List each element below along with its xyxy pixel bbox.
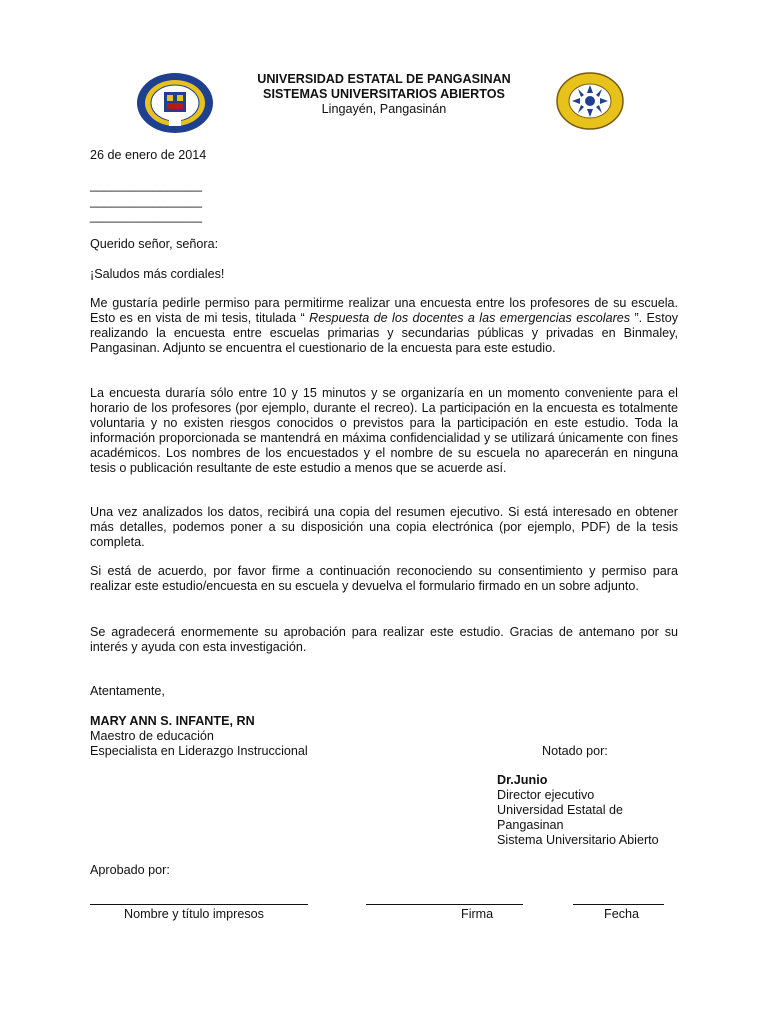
noted-title-1: Director ejecutivo	[497, 788, 595, 802]
location: Lingayén, Pangasinán	[321, 102, 447, 116]
paragraph-4: Si está de acuerdo, por favor firme a continuación reconociendo su consentimiento y permiso para realizar este estudio/encuesta en su escuela y devuelva el formulario firmado en un sobre adjunto.	[90, 564, 678, 593]
signature-line	[366, 904, 523, 905]
paragraph-2: La encuesta duraría sólo entre 10 y 15 minutos y se organizaría en un momento conveniente para el horario de los profesores (por ejemplo, durante el recreo). La participación en la encuesta es totalmente voluntaria y no existen riesgos conocidos o previstos para la participación en este estudio. Toda la información proporcionada se mantendrá en máxima confidencialidad y se utilizará únicamente con fines académicos. Los nombres de los encuestados y el nombre de su escuela no aparecerán en ninguna tesis o publicación resultante de este estudio a menos que se acuerde así.	[90, 386, 678, 475]
system-title: SISTEMAS UNIVERSITARIOS ABIERTOS	[263, 87, 505, 101]
address-line: ________________	[90, 194, 203, 208]
paragraph-3: Una vez analizados los datos, recibirá una copia del resumen ejecutivo. Si está interesado en obtener más detalles, podemos poner a su disposición una copia electrónica (por ejemplo, PDF) de la tesis completa.	[90, 505, 678, 549]
sender-title-1: Maestro de educación	[90, 729, 214, 743]
signature-caption: Firma	[461, 907, 494, 921]
date-caption: Fecha	[604, 907, 640, 921]
noted-name: Dr.Junio	[497, 773, 548, 787]
sender-name: MARY ANN S. INFANTE, RN	[90, 714, 255, 728]
paragraph-1-before: Me gustaría pedirle permiso para permitirme realizar una encuesta entre los profesores de su escuela. Esto es en vista de mi tesis, titulada “	[90, 296, 678, 325]
approved-label: Aprobado por:	[90, 863, 170, 877]
salutation: ¡Saludos más cordiales!	[90, 267, 225, 281]
university-title: UNIVERSIDAD ESTATAL DE PANGASINAN	[257, 72, 511, 86]
paragraph-5: Se agradecerá enormemente su aprobación para realizar este estudio. Gracias de antemano por su interés y ayuda con esta investigación.	[90, 625, 678, 654]
address-line: ________________	[90, 178, 203, 192]
thesis-title: Respuesta de los docentes a las emergencias escolares	[309, 311, 631, 325]
name-signature-line	[90, 904, 308, 905]
paragraph-1	[90, 296, 678, 356]
letter-date: 26 de enero de 2014	[90, 148, 207, 162]
noted-title-2: Universidad Estatal de	[497, 803, 624, 817]
noted-title-4: Sistema Universitario Abierto	[497, 833, 659, 847]
address-line: ________________	[90, 209, 203, 223]
name-title-caption: Nombre y título impresos	[124, 907, 264, 921]
noted-label: Notado por:	[542, 744, 608, 758]
sender-title-2: Especialista en Liderazgo Instruccional	[90, 744, 308, 758]
date-signature-line	[573, 904, 664, 905]
closing: Atentamente,	[90, 684, 165, 698]
noted-title-3: Pangasinan	[497, 818, 564, 832]
greeting: Querido señor, señora:	[90, 237, 219, 251]
paragraph-1-after: ”. Estoy realizando la encuesta entre escuelas primarias y secundarias públicas y privadas en Binmaley, Pangasinan. Adjunto se encuentra el cuestionario de la encuesta para este estudio.	[90, 311, 679, 355]
